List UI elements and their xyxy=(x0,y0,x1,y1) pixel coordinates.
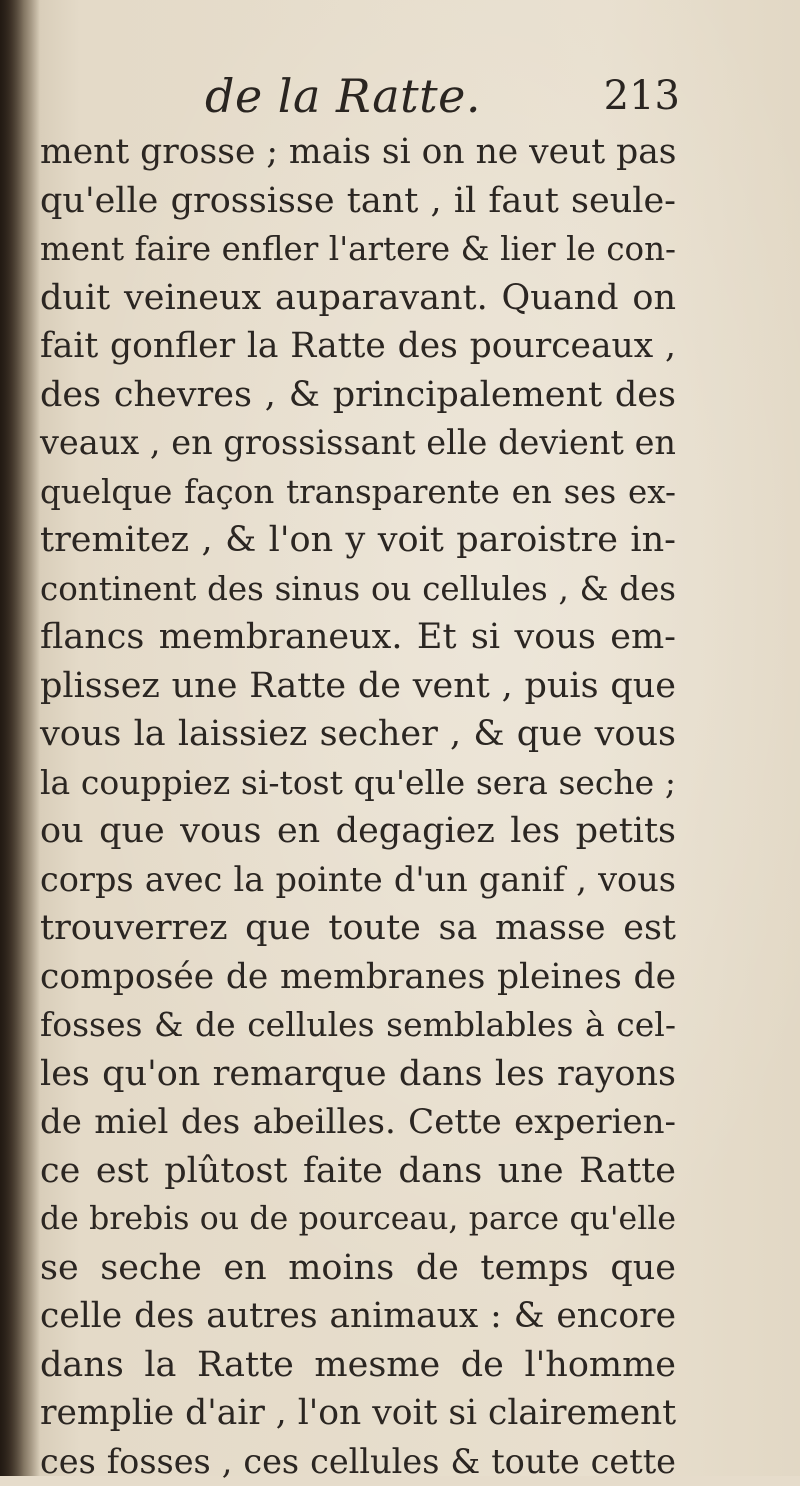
text-line: ou que vous en degagiez les petits xyxy=(40,807,676,856)
text-line: duit veineux auparavant. Quand on xyxy=(40,274,676,323)
text-line: ce est plûtost faite dans une Ratte xyxy=(40,1147,676,1196)
text-line: fosses & de cellules semblables à cel- xyxy=(40,1001,676,1050)
page-number: 213 xyxy=(604,68,680,124)
text-line: remplie d'air , l'on voit si clairement xyxy=(40,1389,676,1438)
text-line: se seche en moins de temps que xyxy=(40,1244,676,1293)
text-line: trouverrez que toute sa masse est xyxy=(40,904,676,953)
text-line: veaux , en grossissant elle devient en xyxy=(40,419,676,468)
text-line: ment grosse ; mais si on ne veut pas xyxy=(40,128,676,177)
text-line: quelque façon transparente en ses ex- xyxy=(40,468,676,517)
text-line: de miel des abeilles. Cette experien- xyxy=(40,1098,676,1147)
text-line: fait gonfler la Ratte des pourceaux , xyxy=(40,322,676,371)
text-line: continent des sinus ou cellules , & des xyxy=(40,565,676,614)
text-line: celle des autres animaux : & encore xyxy=(40,1292,676,1341)
text-line: composée de membranes pleines de xyxy=(40,953,676,1002)
running-title: de la Ratte. xyxy=(205,68,481,124)
text-line: qu'elle grossisse tant , il faut seule- xyxy=(40,177,676,226)
body-text xyxy=(40,128,676,1486)
text-line: plissez une Ratte de vent , puis que xyxy=(40,662,676,711)
text-line: corps avec la pointe d'un ganif , vous xyxy=(40,856,676,905)
text-line: vous la laissiez secher , & que vous xyxy=(40,710,676,759)
page-header xyxy=(205,68,680,128)
text-line: flancs membraneux. Et si vous em- xyxy=(40,613,676,662)
text-line: la couppiez si-tost qu'elle sera seche ; xyxy=(40,759,676,808)
text-line: de brebis ou de pourceau, parce qu'elle xyxy=(40,1195,676,1244)
text-line: ment faire enfler l'artere & lier le con- xyxy=(40,225,676,274)
text-line: les qu'on remarque dans les rayons xyxy=(40,1050,676,1099)
binding-gutter xyxy=(0,0,40,1476)
text-line: tremitez , & l'on y voit paroistre in- xyxy=(40,516,676,565)
text-line: des chevres , & principalement des xyxy=(40,371,676,420)
text-line: ces fosses , ces cellules & toute cette xyxy=(40,1438,676,1486)
text-line: dans la Ratte mesme de l'homme xyxy=(40,1341,676,1390)
